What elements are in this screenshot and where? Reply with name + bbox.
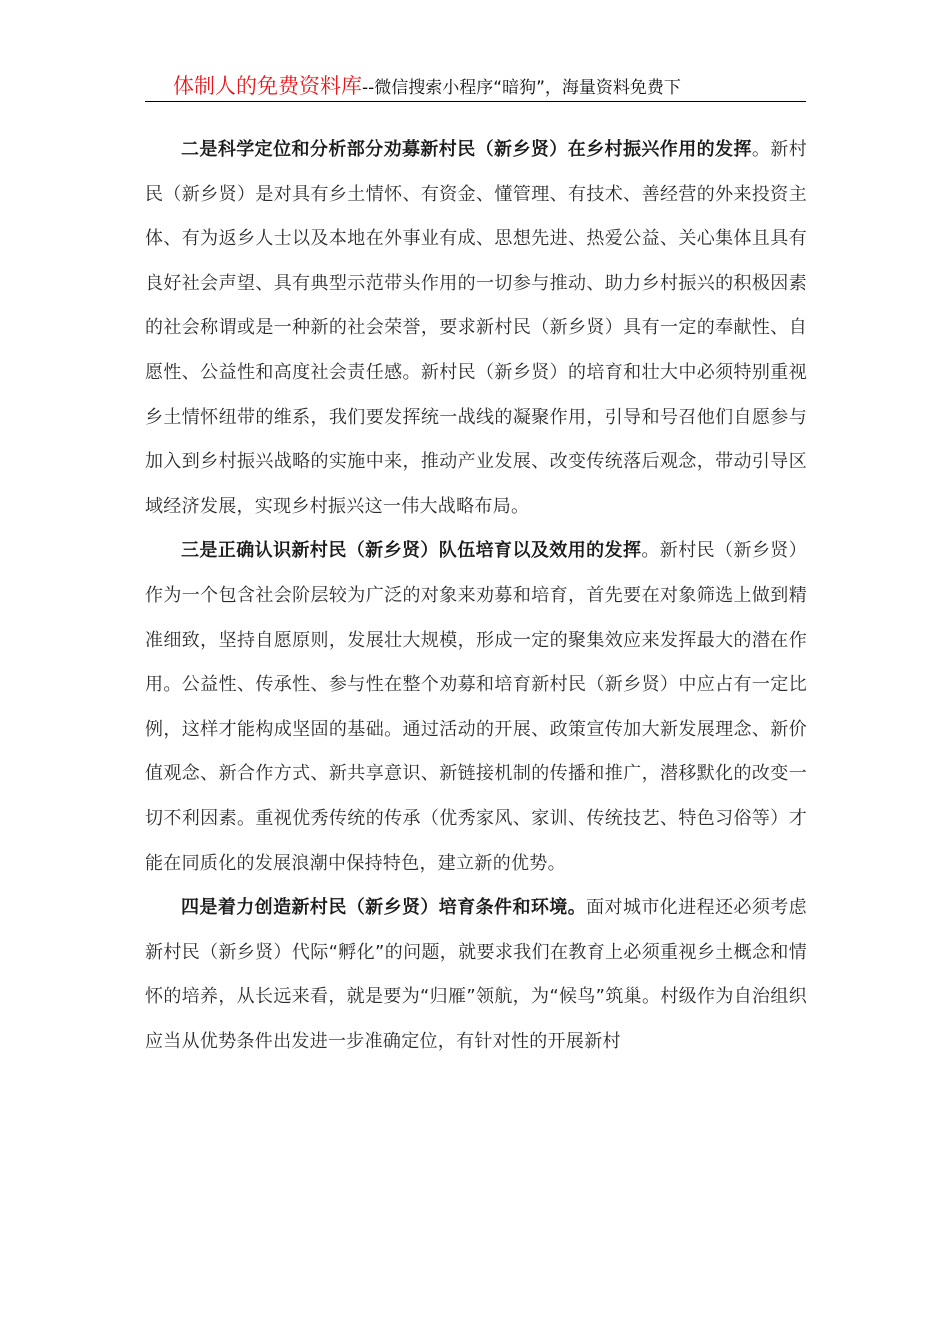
paragraph-text: 。新村民（新乡贤）作为一个包含社会阶层较为广泛的对象来劝募和培育，首先要在对象筛选上做到精准细致，坚持自愿原则，发展壮大规模，形成一定的聚集效应来发挥最大的潜在作用。公益性、传承性、参与性在整个劝募和培育新村民（新乡贤）中应占有一定比例，这样才能构成坚固的基础。通过活动的开展、政策宣传加大新发展理念、新价值观念、新合作方式、新共享意识、新链接机制的传播和推广，潜移默化的改变一切不利因素。重视优秀传统的传承（优秀家风、家训、传统技艺、特色习俗等）才能在同质化的发展浪潮中保持特色，建立新的优势。 [145, 540, 807, 874]
paragraph-3 [145, 529, 807, 886]
header-brand: 体制人的免费资料库 [173, 74, 362, 98]
paragraph-2 [145, 128, 807, 529]
header-tagline: --微信搜索小程序“暗狗”，海量资料免费下 [362, 78, 681, 98]
page-header [145, 70, 806, 102]
paragraph-text: 面对城市化进程还必须考虑新村民（新乡贤）代际“孵化”的问题，就要求我们在教育上必须重视乡土概念和情怀的培养，从长远来看，就是要为“归雁”领航，为“候鸟”筑巢。村级作为自治组织应当从优势条件出发进一步准确定位，有针对性的开展新村 [145, 897, 807, 1052]
paragraph-heading: 四是着力创造新村民（新乡贤）培育条件和环境。 [181, 897, 587, 919]
paragraph-text: 。新村民（新乡贤）是对具有乡土情怀、有资金、懂管理、有技术、善经营的外来投资主体、有为返乡人士以及本地在外事业有成、思想先进、热爱公益、关心集体且具有良好社会声望、具有典型示范带头作用的一切参与推动、助力乡村振兴的积极因素的社会称谓或是一种新的社会荣誉，要求新村民（新乡贤）具有一定的奉献性、自愿性、公益性和高度社会责任感。新村民（新乡贤）的培育和壮大中必须特别重视乡土情怀纽带的维系，我们要发挥统一战线的凝聚作用，引导和号召他们自愿参与加入到乡村振兴战略的实施中来，推动产业发展、改变传统落后观念，带动引导区域经济发展，实现乡村振兴这一伟大战略布局。 [145, 139, 808, 517]
paragraph-heading: 二是科学定位和分析部分劝募新村民（新乡贤）在乡村振兴作用的发挥 [181, 139, 752, 160]
paragraph-4 [145, 886, 807, 1064]
paragraph-heading: 三是正确认识新村民（新乡贤）队伍培育以及效用的发挥 [181, 540, 642, 562]
document-body [145, 128, 807, 1064]
